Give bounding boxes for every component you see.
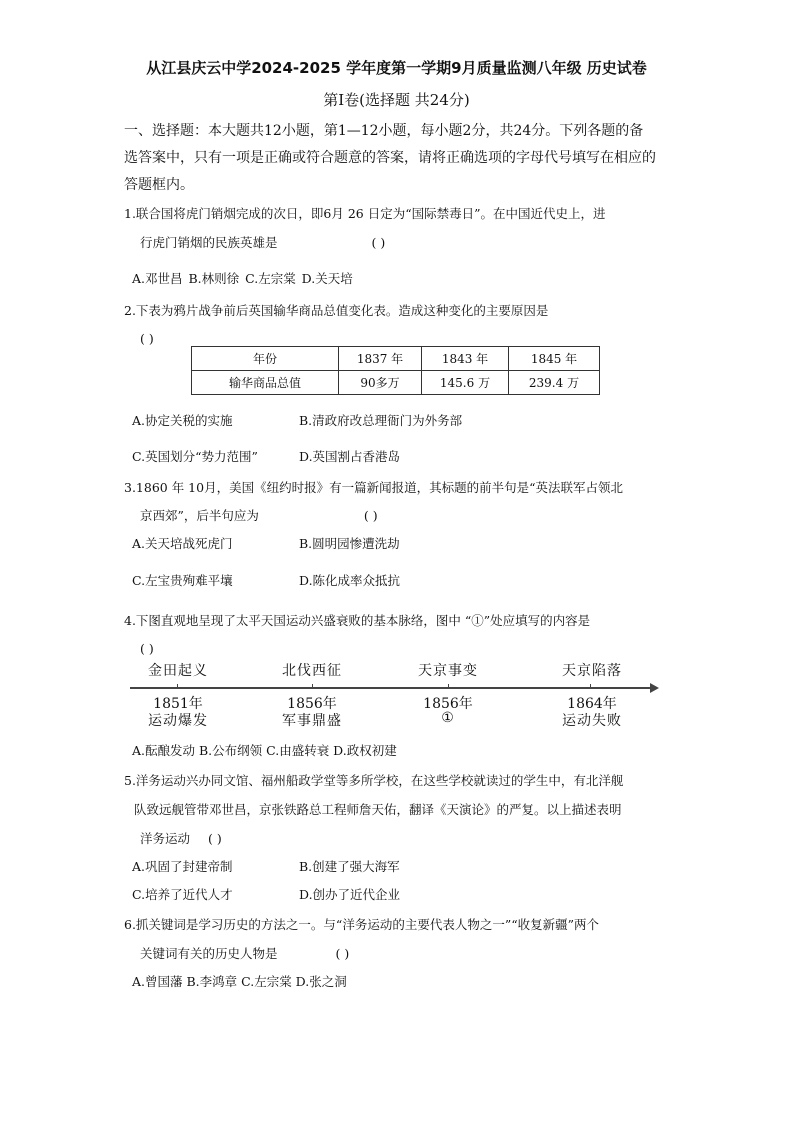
timeline-year: 1856年 <box>423 696 473 712</box>
q6-stem-line-2 <box>140 945 349 963</box>
q5-answer-paren: ( ) <box>208 831 222 846</box>
timeline-state: 运动爆发 <box>148 713 208 729</box>
timeline-tick <box>312 684 313 688</box>
q3-answer-paren: ( ) <box>363 508 378 523</box>
timeline-year: 1864年 <box>567 696 617 712</box>
q2-table-header-row <box>192 347 600 371</box>
q5-option-a: A.巩固了封建帝制 <box>132 859 233 874</box>
q2-option-c: C.英国划分“势力范围” <box>132 449 258 464</box>
q4-options: A.酝酿发动 B.公布纲领 C.由盛转衰 D.政权初建 <box>132 743 397 758</box>
instructions-line-1: 一、选择题：本大题共12小题，第1—12小题，每小题2分，共24分。下列各题的备 <box>124 123 644 139</box>
timeline-state-blank: ① <box>441 710 455 726</box>
section-subtitle: 第Ⅰ卷(选择题 共24分) <box>323 91 470 109</box>
q2-table <box>191 346 600 395</box>
timeline-tick <box>177 684 178 688</box>
q1-stem-line-2 <box>140 234 385 252</box>
q1-options: A.邓世昌 B.林则徐 C.左宗棠 D.关天培 <box>132 271 353 286</box>
q6-stem-text: 关键词有关的历史人物是 <box>140 946 278 961</box>
q3-option-d: D.陈化成率众抵抗 <box>299 573 401 588</box>
q2-stem-line-1: 2.下表为鸦片战争前后英国输华商品总值变化表。造成这种变化的主要原因是 <box>124 303 549 318</box>
timeline-event: 北伐西征 <box>282 663 342 679</box>
q3-stem-text: 京西郊”，后半句应为 <box>140 508 259 523</box>
q6-answer-paren: ( ) <box>335 946 350 961</box>
q2-option-a: A.协定关税的实施 <box>132 413 233 428</box>
q2-option-b: B.清政府改总理衙门为外务部 <box>299 413 463 428</box>
q2-table-cell: 输华商品总值 <box>192 371 339 395</box>
q5-stem-line-3 <box>140 830 222 848</box>
q2-table-cell: 年份 <box>192 347 339 371</box>
timeline-tick <box>590 684 591 688</box>
q5-option-c: C.培养了近代人才 <box>132 887 233 902</box>
timeline-year: 1856年 <box>287 696 337 712</box>
q1-stem-text: 行虎门销烟的民族英雄是 <box>140 235 278 250</box>
q2-table-cell: 239.4 万 <box>509 371 600 395</box>
q5-stem-text: 洋务运动 <box>140 831 191 846</box>
q1-answer-paren: ( ) <box>371 235 386 250</box>
q4-stem-line-1: 4.下图直观地呈现了太平天国运动兴盛衰败的基本脉络，图中 “①”处应填写的内容是 <box>124 613 591 628</box>
q2-table-cell: 90多万 <box>339 371 422 395</box>
q1-stem-line-1: 1.联合国将虎门销烟完成的次日，即6月 26 日定为“国际禁毒日”。在中国近代史上，进 <box>124 206 606 221</box>
timeline-axis <box>130 687 652 689</box>
q3-stem-line-2 <box>140 507 378 525</box>
instructions-line-3: 答题框内。 <box>124 177 194 193</box>
q2-table-cell: 145.6 万 <box>422 371 509 395</box>
q4-timeline <box>130 660 660 730</box>
q2-table-cell: 1843 年 <box>422 347 509 371</box>
instructions-line-2: 选答案中，只有一项是正确或符合题意的答案，请将正确选项的字母代号填写在相应的 <box>124 150 656 166</box>
timeline-arrowhead <box>650 683 659 693</box>
q5-option-b: B.创建了强大海军 <box>299 859 400 874</box>
q2-table-data-row <box>192 371 600 395</box>
q6-options: A.曾国藩 B.李鸿章 C.左宗棠 D.张之洞 <box>132 974 347 989</box>
timeline-event: 天京陷落 <box>562 663 622 679</box>
timeline-year: 1851年 <box>153 696 203 712</box>
q3-stem-line-1: 3.1860 年 10月，美国《纽约时报》有一篇新闻报道，其标题的前半句是“英法联军占领北 <box>124 480 623 495</box>
q2-answer-paren: ( ) <box>140 331 154 346</box>
timeline-tick <box>448 684 449 688</box>
timeline-state: 运动失败 <box>562 713 622 729</box>
q2-table-cell: 1837 年 <box>339 347 422 371</box>
q2-table-cell: 1845 年 <box>509 347 600 371</box>
timeline-event: 天京事变 <box>418 663 478 679</box>
timeline-event: 金田起义 <box>148 663 208 679</box>
q3-option-b: B.圆明园惨遭洗劫 <box>299 536 400 551</box>
q3-option-c: C.左宝贵殉难平壤 <box>132 573 233 588</box>
timeline-state: 军事鼎盛 <box>282 713 342 729</box>
q4-answer-paren: ( ) <box>140 641 154 656</box>
q5-stem-line-1: 5.洋务运动兴办同文馆、福州船政学堂等多所学校，在这些学校就读过的学生中，有北洋舰 <box>124 773 624 788</box>
q6-stem-line-1: 6.抓关键词是学习历史的方法之一。与“洋务运动的主要代表人物之一”“收复新疆”两个 <box>124 917 599 932</box>
q5-stem-line-2: 队致远舰管带邓世昌，京张铁路总工程师詹天佑，翻译《天演论》的严复。以上描述表明 <box>134 802 622 817</box>
q3-option-a: A.关天培战死虎门 <box>132 536 233 551</box>
q5-option-d: D.创办了近代企业 <box>299 887 401 902</box>
q2-option-d: D.英国割占香港岛 <box>299 449 401 464</box>
exam-title: 从江县庆云中学2024-2025 学年度第一学期9月质量监测八年级 历史试卷 <box>146 59 647 77</box>
